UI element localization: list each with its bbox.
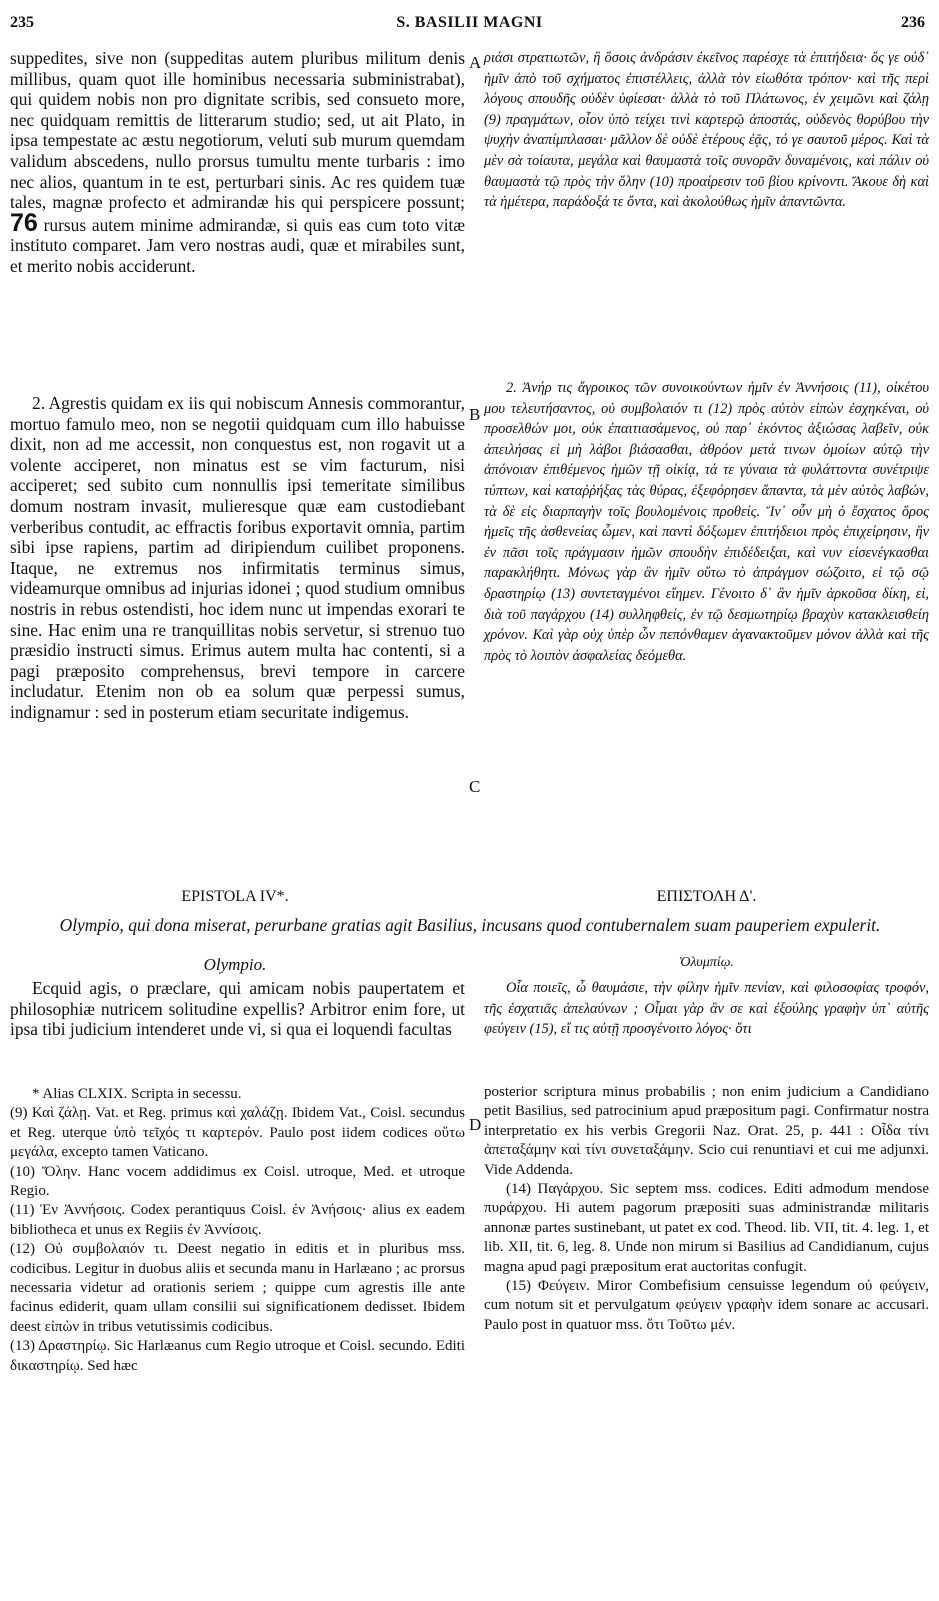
footnote-15: (15) Φεύγειν. Miror Combefisium censuisse legendum οὐ φεύγειν, cum notum sit et pervulgatum φεύγειν γραφὴν idem sonare ac accusari. Paulo post in quatuor mss. ὅτι Τοῦτω μέν. [484, 1278, 929, 1333]
column-number: 76 [10, 208, 38, 237]
greek-paragraph-1 [484, 48, 929, 213]
greek-text-1: ριάσι στρατιωτῶν, ἢ ὅσοις ἀνδράσιν ἐκεῖνος παρέσχε τὰ ἐπιτήδεια· ὅς γε οὐδ᾿ ἡμῖν ἀπὸ τοῦ σχήματος ἐπιστέλλεις, ἀλλὰ τὸν εἰωθότα τρόπον· καὶ τῆς περὶ λόγους σπουδῆς οὐδὲν ὑφίεσαι· ἀλλὰ τὸ τοῦ Πλάτωνος, ἐν χειμῶνι καὶ ζάλῃ (9) πραγμάτων, οἷον ὑπὸ τείχει τινὶ καρτερῷ ἀποστάς, οὐδενὸς θορύβου τὴν ψυχὴν ἀναπίμπλασαι· μᾶλλον δὲ οὐδὲ ἑτέρους ἐᾷς, τό γε σαυτοῦ μέρος. Καὶ τὰ μὲν σὰ τοίαυτα, μεγάλα καὶ θαυμαστὰ τοῖς συνορᾶν δυναμένοις, καὶ πάλιν οὐ θαυμαστὰ τῷ πρὸς τὴν ὅλην (10) προαίρεσιν τοῦ βίου κρίνοντι. Ἄκουε δὴ καὶ τὰ ἡμέτερα, παράδοξά τε ὄντα, καὶ ἀκολούθως ἡμῖν ἀπαντῶντα. [484, 50, 929, 211]
footnote-12: (12) Οὐ συμβολαιόν τι. Deest negatio in editis et in pluribus mss. codicibus. Legitur in duobus aliis et secunda manu in Harlæano ; ac prorsus necessaria videtur ad orationis seriem ; quippe cum agrestis ille ante facinus ediderit, quam ullam consilii sui significationem dedisset. Ibidem deest εἰπὼν in tribus vetutissimis codicibus. [10, 1241, 465, 1335]
footnote-9: (9) Καὶ ζάλῃ. Vat. et Reg. primus καὶ χαλάζῃ. Ibidem Vat., Coisl. secundus et Reg. uterque ὑπὸ τεῖχός τι καρτερόν. Paulo post iidem codices οὕτω μεγάλα, excepto tamen Vaticano. [10, 1105, 465, 1161]
latin-text-1a: suppedites, sive non (suppeditas autem pluribus militum denis millibus, quam quot ille hominibus necessaria subministrabat), qui quidem nobis non pro dignitate scribis, sed consueto more, nec quidquam remittis de litterarum studio; sed, ut ait Plato, in ipsa tempestate ac æstu negotiorum, veluti sub murum quemdam validum abscedens, nullo prorsus tumultu mente turbaris : imo nec alios, quantum in te est, perturbari sinis. Ac res quidem tuæ tales, magnæ profecto et admirandæ his qui perspicere possunt; [10, 48, 465, 213]
greek-recipient: Ὀλυμπίῳ. [678, 955, 735, 970]
latin-paragraph-1 [10, 48, 465, 277]
footnote-13-continued: posterior scriptura minus probabilis ; non enim judicium a Candidiano petit Basilius, sed patrocinium apud præpositum pagi. Confirmatur nostra interpretatio ex his verbis Gregorii Naz. Orat. 25, p. 441 : Οἶδα τίνι ἀπεταξάμην καὶ τίνι συνεταξάμην. Scio cui renuntiavi et cui me adjunxi. Vide Addenda. [484, 1084, 929, 1178]
latin-text-3: Ecquid agis, o præclare, qui amicam nobis paupertatem et philosophiæ nutricem solitudine expellis? Arbitror enim fore, ut ipsa tibi judicium intenderet unde vi, si qua ei loquendi facultas [10, 978, 465, 1040]
running-title: S. BASILII MAGNI [396, 14, 543, 31]
section-marker-c: C [469, 777, 481, 796]
footnote-10: (10) Ὅλην. Hanc vocem addidimus ex Coisl. utroque, Med. et utroque Regio. [10, 1163, 465, 1200]
right-page-number: 236 [901, 14, 925, 31]
section-marker-b: B [469, 405, 481, 424]
latin-text-1b: rursus autem minime admirandæ, si quis eas cum toto vitæ instituto comparet. Jam vero nostras audi, quæ et mirabiles sunt, et merito nobis acciderunt. [10, 214, 465, 276]
greek-text-2: 2. Ἀνήρ τις ἄγροικος τῶν συνοικούντων ἡμῖν ἐν Ἀννήσοις (11), οἰκέτου μου τελευτήσαντος, οὐ συμβολαιόν τι (12) πρὸς αὐτὸν εἰπὼν ἐσχηκέναι, οὐ προσελθών μοι, οὐκ ἐπαιτιασάμενος, οὐ παρ᾿ ἑκόντος ἀξιώσας λαβεῖν, οὐκ ἀπειλήσας εἰ μὴ λάβοι βιάσασθαι, ἀθρόον μετά τινων ὁμοίων αὐτῷ τὴν ἀπόνοιαν ἐπιθέμενος ἡμῶν τῇ οἰκίᾳ, τά τε γύναια τὰ φυλάττοντα συνέτριψε τύπτων, καὶ καταῤῥήξας τὰς θύρας, ἐξεφόρησεν ἅπαντα, τὰ μὲν αὐτὸς λαβών, τὰ δὲ εἰς διαρπαγὴν τοῖς βουλομένοις προθείς. Ἵν᾿ οὖν μὴ ὁ ἔσχατος ὅρος ἡμεῖς τῆς ἀσθενείας ὦμεν, καὶ παντὶ δόξωμεν ἐπιτήδειοι πρὸς ἐπιχείρησιν, ἣν ἐν πᾶσι τοῖς πράγμασιν ἡμῶν σπουδὴν ἐπιδέδειξαι, καὶ νυν εἰσενέγκασθαι παρακλήθητι. Μόνως γὰρ ἂν ἡμῖν οὕτω τὸ ἀπράγμον σώζοιτο, εἰ τῷ σῷ δραστηρίῳ (13) συντεταγμένοι εἴημεν. Γένοιτο δ᾿ ἂν ἡμῖν ἀρκοῦσα δίκη, εἰ, διὰ τοῦ παγάρχου (14) συλληφθείς, ἐν τῷ δεσμωτηρίῳ βραχὺν κατακλεισθείη χρόνον. Καὶ γὰρ οὐχ ὑπὲρ ὧν πεπόνθαμεν ἀγανακτοῦμεν μόνον ἀλλὰ καὶ τῆς πρὸς τὸ λοιπὸν ἀσφαλείας δεόμεθα. [484, 380, 929, 664]
latin-paragraph-2 [10, 393, 465, 723]
epistle-summary: Olympio, qui dona miserat, perurbane gratias agit Basilius, incusans quod contubernalem suam pauperiem expulerit. [59, 915, 881, 935]
latin-recipient: Olympio. [203, 955, 267, 974]
section-marker-d: D [469, 1115, 482, 1134]
greek-paragraph-3 [484, 978, 929, 1040]
footnotes-right [484, 1083, 929, 1335]
footnote-13: (13) Δραστηρίῳ. Sic Harlæanus cum Regio utroque et Coisl. secundo. Editi δικαστηρίῳ. Sed hæc [10, 1338, 465, 1374]
footnotes-left [10, 1085, 465, 1376]
latin-text-2: 2. Agrestis quidam ex iis qui nobiscum Annesis commorantur, mortuo famulo meo, non se negotii quidquam cum illo habuisse dixit, non ad me accessit, non conquestus est, non rogavit ut a volente acciperet, non minatus est se vim facturum, nisi acciperet; sed subito cum nonnullis ipsi temeritate similibus domum nostram invasit, mulieresque quæ eam custodiebant verberibus contudit, ac effractis foribus exportavit omnia, partim sibi ipse rapiens, partim ad diripiendum cuilibet proponens. Itaque, ne extremus nos infirmitatis terminus simus, videamurque omnibus ad injurias idonei ; quod studium omnibus nostris in rebus ostendisti, hoc idem nunc ut impendas exorari te sine. Hac enim una re tranquillitas nobis servetur, si strenuo tuo præsidio instructi simus. Erimus autem multa hac contenti, si a pagi præposito comprehensus, brevi tempore in carcere includatur. Etenim non ob ea solum quæ perpessi sumus, indignamur : sed in posterum etiam securitate indigemus. [10, 393, 465, 722]
greek-epistle-title: ΕΠΙΣΤΟΛΗ Δ'. [656, 888, 757, 905]
section-marker-a: A [469, 53, 482, 72]
latin-paragraph-3 [10, 978, 465, 1040]
footnote-11: (11) Ἐν Ἀννήσοις. Codex perantiquus Coisl. ἐν Ἀνήσοις· alius ex eadem bibliotheca et unus ex Regiis ἐν Ἀννίσοις. [10, 1202, 465, 1238]
footnote-14: (14) Παγάρχου. Sic septem mss. codices. Editi admodum mendose πυράρχου. Hi autem pagorum præpositi suas administrandæ militaris annonæ partes sustinebant, ut patet ex cod. Theod. lib. VII, tit. 4. leg. 1, et lib. XII, tit. 6, leg. 8. Unde non mirum si Basilius ad Candidianum, cujus magna apud pagi præpositum erat auctoritas confugit. [484, 1181, 929, 1275]
greek-paragraph-2 [484, 378, 929, 666]
latin-epistle-title: EPISTOLA IV*. [181, 888, 289, 905]
greek-text-3: Οἷα ποιεῖς, ὦ θαυμάσιε, τὴν φίλην ἡμῖν πενίαν, καὶ φιλοσοφίας τροφόν, τῆς ἐσχατιᾶς ἀπελαύνων ; Οἶμαι γὰρ ἂν σε καὶ ἐξούλης γραφὴν ὑπ᾿ αὐτῆς φεύγειν (15), εἴ τις αὐτῇ προσγένοιτο λόγος· ὅτι [484, 980, 929, 1038]
footnote-alias: * Alias CLXIX. Scripta in secessu. [32, 1086, 242, 1102]
left-page-number: 235 [10, 14, 34, 31]
